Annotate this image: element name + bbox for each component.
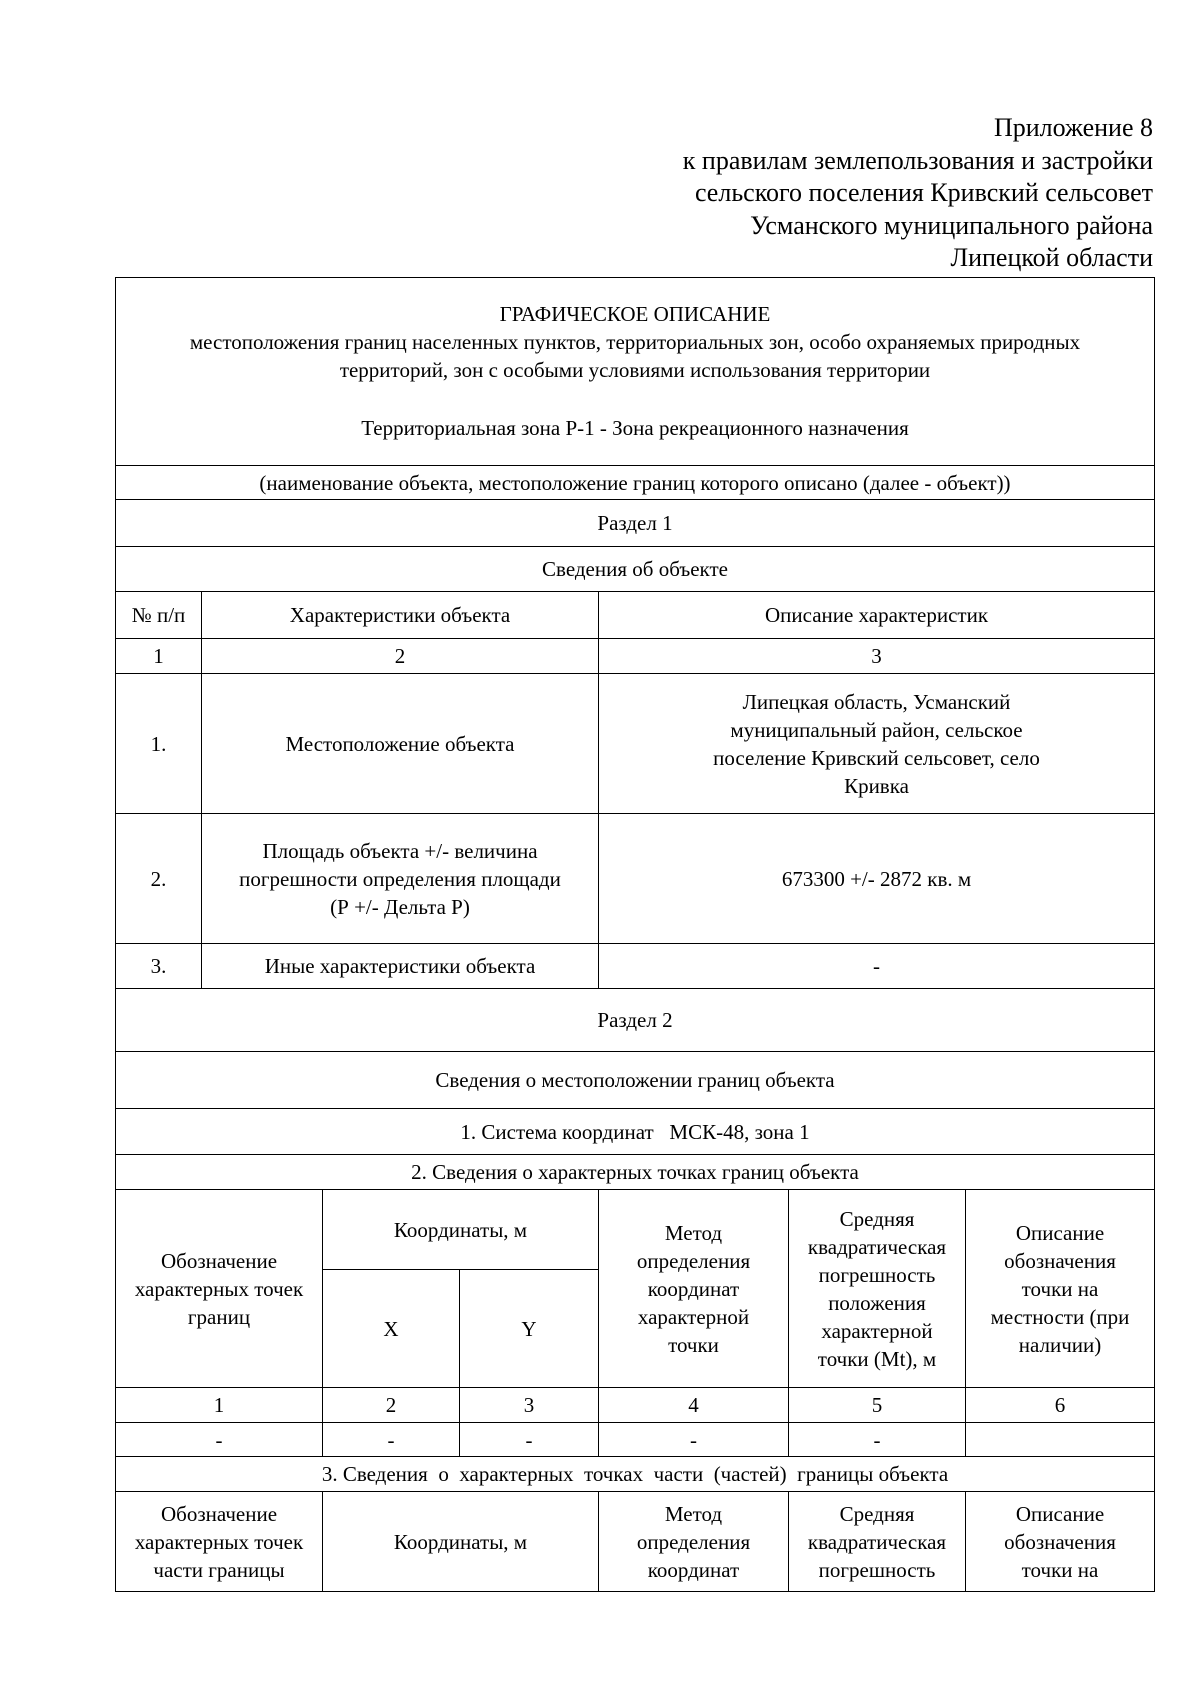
column-header-characteristic: Характеристики объекта: [202, 592, 599, 639]
header-line: квадратическая: [807, 1234, 947, 1259]
annex-line-1: Приложение 8: [993, 113, 1153, 142]
header-line: Средняя: [839, 1206, 915, 1231]
header-method: [599, 1190, 789, 1388]
row-number: 1.: [116, 674, 202, 814]
table-row: [116, 674, 1155, 814]
points-column-number: 1: [116, 1388, 323, 1423]
part-header-coordinates: Координаты, м: [323, 1492, 599, 1592]
document-subtitle-line-2: территорий, зон с особыми условиями использования территории: [339, 357, 931, 382]
section-1-title: Раздел 1: [116, 500, 1155, 547]
header-line: точки на: [1021, 1557, 1099, 1582]
header-line: характерной: [821, 1318, 933, 1343]
header-line: точки: [668, 1332, 719, 1357]
section-2-subtitle: Сведения о местоположении границ объекта: [116, 1052, 1155, 1109]
description-line: Липецкая область, Усманский: [742, 689, 1011, 714]
characteristic-line: Местоположение объекта: [285, 731, 515, 756]
graphic-description-table: [115, 277, 1155, 1592]
characteristic-line: Иные характеристики объекта: [264, 954, 536, 978]
points-section-title: 2. Сведения о характерных точках границ объекта: [116, 1155, 1155, 1190]
row-description: [599, 674, 1155, 814]
header-line: обозначения: [1004, 1529, 1116, 1554]
part-section-title: 3. Сведения о характерных точках части (частей) границы объекта: [116, 1457, 1155, 1492]
section-2-title: Раздел 2: [116, 989, 1155, 1052]
header-line: характерных точек: [134, 1276, 304, 1301]
part-header-error: [789, 1492, 966, 1592]
header-description: [966, 1190, 1155, 1388]
header-line: точки (Mt), м: [817, 1346, 937, 1371]
header-line: Обозначение: [160, 1248, 278, 1273]
column-number-1: 1: [116, 639, 202, 674]
row-description: [599, 814, 1155, 944]
column-header-number: № п/п: [116, 592, 202, 639]
row-number: 2.: [116, 814, 202, 944]
points-cell: -: [460, 1423, 599, 1457]
annex-line-4: Усманского муниципального района: [750, 210, 1153, 240]
table-row: [116, 814, 1155, 944]
annex-line-5: Липецкой области: [950, 243, 1153, 272]
points-cell: -: [789, 1423, 966, 1457]
header-line: обозначения: [1004, 1248, 1116, 1273]
part-header-designation: [116, 1492, 323, 1592]
points-column-number: 2: [323, 1388, 460, 1423]
header-x: X: [323, 1270, 460, 1388]
description-line: 673300 +/- 2872 кв. м: [781, 866, 972, 891]
points-cell: -: [116, 1423, 323, 1457]
row-description: [599, 944, 1155, 989]
points-cell: -: [323, 1423, 460, 1457]
header-line: погрешность: [818, 1557, 936, 1582]
header-line: Описание: [1015, 1501, 1105, 1526]
zone-name: Территориальная зона Р-1 - Зона рекреационного назначения: [361, 415, 909, 440]
header-line: характерных точек: [134, 1529, 304, 1554]
characteristic-line: погрешности определения площади: [239, 866, 561, 891]
header-line: Описание: [1015, 1220, 1105, 1245]
header-line: координат: [647, 1557, 740, 1582]
header-line: Метод: [664, 1220, 723, 1245]
header-line: определения: [636, 1248, 751, 1273]
column-header-description: Описание характеристик: [599, 592, 1155, 639]
description-line: -: [873, 954, 880, 978]
row-characteristic: [202, 944, 599, 989]
table-row: [116, 1423, 1155, 1457]
header-line: координат: [647, 1276, 740, 1301]
points-column-number: 6: [966, 1388, 1155, 1423]
column-number-2: 2: [202, 639, 599, 674]
points-column-number: 3: [460, 1388, 599, 1423]
annex-header: [683, 112, 1153, 275]
header-line: характерной: [637, 1304, 750, 1329]
document-title: ГРАФИЧЕСКОЕ ОПИСАНИЕ: [499, 301, 771, 326]
header-line: Средняя: [839, 1501, 915, 1526]
header-line: Метод: [664, 1501, 723, 1526]
description-line: поселение Кривский сельсовет, село: [713, 745, 1040, 770]
header-coordinates: Координаты, м: [323, 1190, 599, 1270]
table-row: [116, 944, 1155, 989]
description-line: муниципальный район, сельское: [730, 717, 1023, 742]
header-line: части границы: [153, 1557, 285, 1582]
annex-line-3: сельского поселения Кривский сельсовет: [694, 178, 1153, 207]
header-line: погрешность: [818, 1262, 936, 1287]
header-line: местности (при: [990, 1304, 1130, 1329]
header-designation: [116, 1190, 323, 1388]
title-block: [116, 278, 1155, 466]
header-line: точки на: [1021, 1276, 1099, 1301]
part-header-method: [599, 1492, 789, 1592]
header-line: Обозначение: [160, 1501, 278, 1526]
coordinate-system: 1. Система координат МСК-48, зона 1: [116, 1109, 1155, 1155]
header-y: Y: [460, 1270, 599, 1388]
part-header-description: [966, 1492, 1155, 1592]
characteristic-line: Площадь объекта +/- величина: [262, 838, 538, 863]
annex-line-2: к правилам землепользования и застройки: [682, 145, 1153, 175]
header-line: границ: [187, 1304, 251, 1329]
header-line: квадратическая: [807, 1529, 947, 1554]
section-1-subtitle: Сведения об объекте: [116, 547, 1155, 592]
description-line: Кривка: [844, 773, 909, 798]
row-number: 3.: [116, 944, 202, 989]
header-error: [789, 1190, 966, 1388]
points-column-number: 4: [599, 1388, 789, 1423]
row-characteristic: [202, 814, 599, 944]
column-number-3: 3: [599, 639, 1155, 674]
header-line: положения: [828, 1290, 926, 1315]
characteristic-line: (Р +/- Дельта Р): [330, 894, 470, 919]
header-line: определения: [636, 1529, 751, 1554]
header-line: наличии): [1018, 1332, 1102, 1357]
document-subtitle-line-1: местоположения границ населенных пунктов, территориальных зон, особо охраняемых природных: [189, 329, 1081, 354]
object-note: (наименование объекта, местоположение границ которого описано (далее - объект)): [116, 466, 1155, 500]
points-cell: [966, 1423, 1155, 1457]
points-cell: -: [599, 1423, 789, 1457]
points-column-number: 5: [789, 1388, 966, 1423]
row-characteristic: [202, 674, 599, 814]
